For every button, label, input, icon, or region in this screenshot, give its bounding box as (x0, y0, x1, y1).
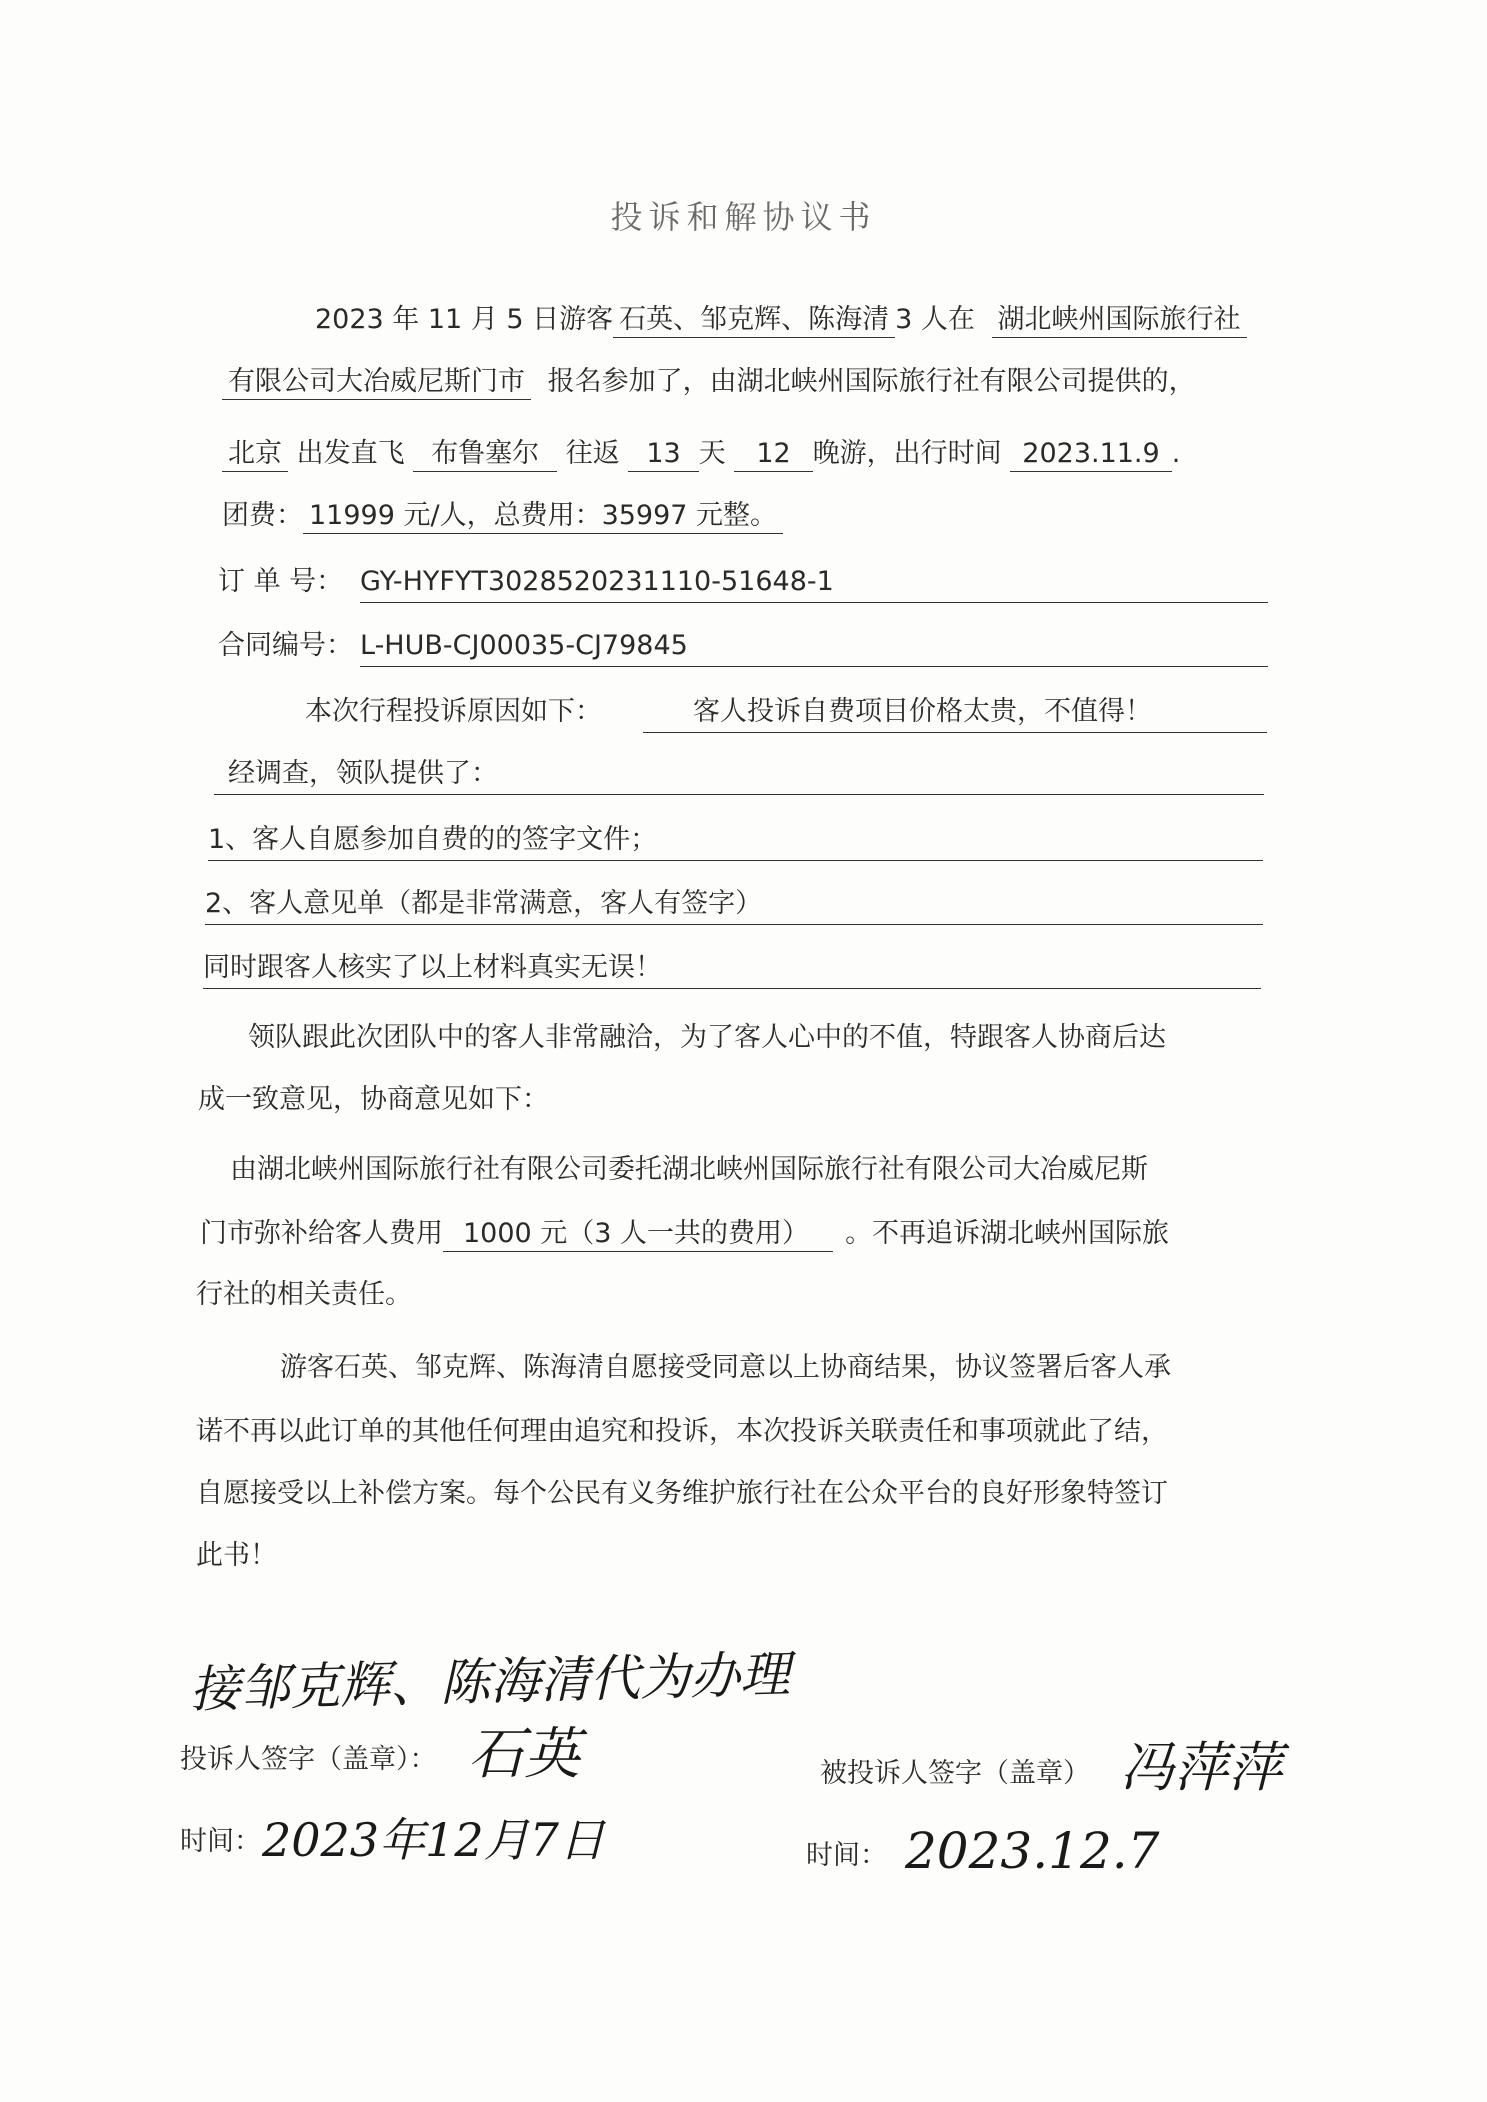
respondent-signature-label: 被投诉人签字（盖章） (820, 1758, 1090, 1789)
contract-number: L-HUB-CJ00035-CJ79845 (360, 626, 1268, 667)
contract-label: 合同编号： (218, 630, 353, 661)
document-title: 投诉和解协议书 (610, 198, 877, 236)
proxy-handwritten-note: 接邹克辉、陈海清代为办理 (189, 1645, 791, 1719)
compensation-suffix: 。不再追诉湖北峡州国际旅 (845, 1218, 1170, 1249)
complainant-signature: 石英 (468, 1722, 580, 1787)
complainant-signature-label: 投诉人签字（盖章）： (180, 1744, 437, 1775)
intro-date: 2023 年 11 月 5 日游客 (315, 304, 614, 335)
investigation-line: 经调查，领队提供了： (214, 754, 1264, 795)
complaint-label: 本次行程投诉原因如下： (305, 696, 602, 727)
destination-city: 布鲁塞尔 (413, 437, 557, 472)
origin-city: 北京 (222, 437, 288, 472)
respondent-date: 2023.12.7 (905, 1822, 1160, 1880)
order-label: 订 单 号： (218, 566, 344, 597)
signup-text: 报名参加了，由湖北峡州国际旅行社有限公司提供的， (547, 366, 1196, 397)
compensation-amount: 1000 元（3 人一共的费用） (443, 1217, 833, 1252)
paragraph-2-line-1: 由湖北峡州国际旅行社有限公司委托湖北峡州国际旅行社有限公司大冶威尼斯 (230, 1154, 1148, 1185)
paragraph-3-line-4: 此书！ (196, 1540, 277, 1571)
fee-line (222, 496, 783, 536)
compensation-prefix: 门市弥补给客人费用 (200, 1218, 443, 1249)
paragraph-2-line-2 (200, 1214, 1169, 1254)
intro-line-1 (315, 300, 1247, 340)
period-mark: . (1171, 438, 1181, 469)
time-label-right: 时间： (806, 1840, 887, 1871)
complaint-reason: 客人投诉自费项目价格太贵，不值得！ (643, 692, 1267, 733)
agency-name-part1: 湖北峡州国际旅行社 (992, 303, 1247, 338)
round-trip-text: 往返 (565, 438, 620, 469)
paragraph-1-line-1: 领队跟此次团队中的客人非常融洽，为了客人心中的不值，特跟客人协商后达 (248, 1022, 1166, 1053)
trip-days: 13 (628, 437, 698, 472)
evidence-item-2: 2、客人意见单（都是非常满意，客人有签字） (205, 884, 1263, 925)
paragraph-2-line-3: 行社的相关责任。 (196, 1279, 412, 1310)
agency-name-part2: 有限公司大冶威尼斯门市 (222, 365, 531, 400)
days-unit: 天 (698, 438, 726, 469)
intro-line-2 (222, 362, 1196, 402)
paragraph-3-line-3: 自愿接受以上补偿方案。每个公民有义务维护旅行社在公众平台的良好形象特签订 (196, 1478, 1168, 1509)
order-number: GY-HYFYT302852023111​0-51648-1 (360, 562, 1268, 603)
tourist-count: 3 人在 (895, 304, 975, 335)
nights-unit: 晚游，出行时间 (812, 438, 1002, 469)
direct-flight-text: 出发直飞 (296, 438, 405, 469)
complainant-date: 2023年12月7日 (262, 1813, 605, 1867)
paragraph-3-line-1: 游客石英、邹克辉、陈海清自愿接受同意以上协商结果，协议签署后客人承 (280, 1352, 1171, 1383)
respondent-signature: 冯萍萍 (1120, 1736, 1282, 1799)
departure-date: 2023.11.9 (1010, 437, 1171, 472)
fee-label: 团费： (222, 500, 303, 531)
paragraph-3-line-2: 诺不再以此订单的其他任何理由追究和投诉，本次投诉关联责任和事项就此了结， (196, 1416, 1168, 1447)
time-label-left: 时间： (180, 1826, 261, 1857)
intro-line-3 (222, 434, 1180, 474)
verification-line: 同时跟客人核实了以上材料真实无误！ (203, 948, 1261, 989)
fee-value: 11999 元/人，总费用：35997 元整。 (303, 499, 783, 534)
tourist-names: 石英、邹克辉、陈海清 (613, 303, 895, 338)
trip-nights: 12 (734, 437, 812, 472)
paragraph-1-line-2: 成一致意见，协商意见如下： (198, 1084, 549, 1115)
evidence-item-1: 1、客人自愿参加自费的的签字文件； (208, 820, 1263, 861)
